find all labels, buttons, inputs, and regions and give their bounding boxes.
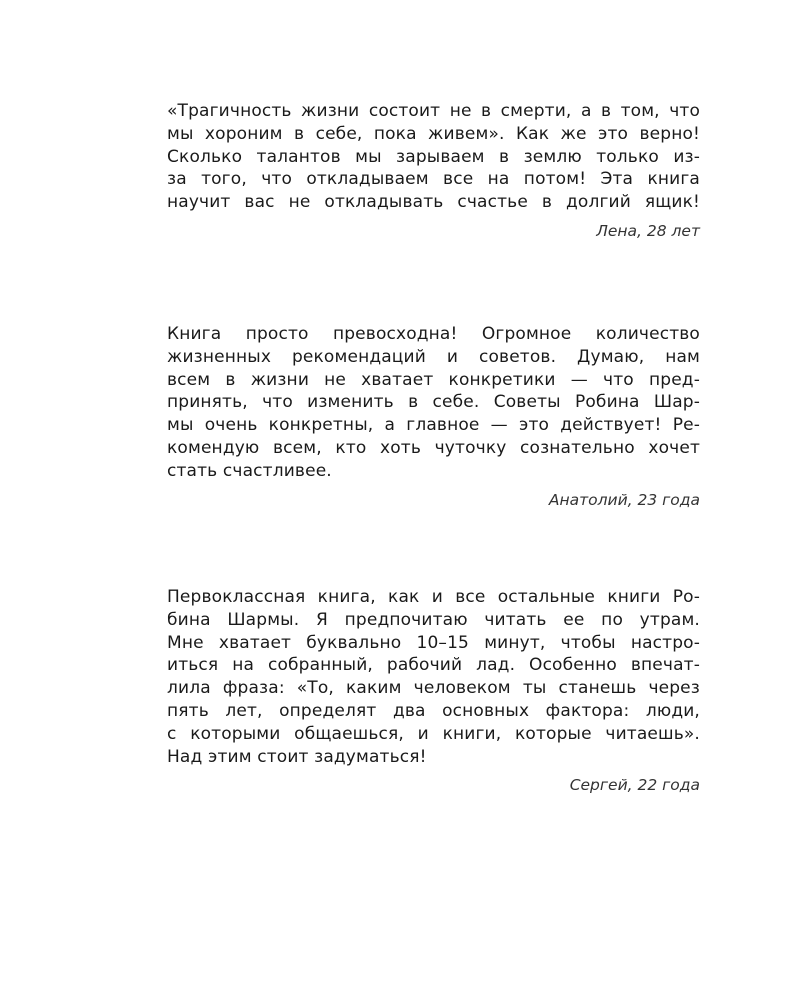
- review-author: Лена, 28 лет: [596, 221, 700, 240]
- review-line: пять лет, определят два основных фактора: люди,: [167, 700, 700, 721]
- review-line: с которыми общаешься, и книги, которые читаешь».: [167, 723, 700, 744]
- review-line: мы хороним в себе, пока живем». Как же это верно!: [167, 123, 700, 144]
- review-line: стать счастливее.: [167, 460, 332, 481]
- review-line: за того, что откладываем все на потом! Эта книга: [167, 169, 700, 190]
- review-line: Мне хватает буквально 10–15 минут, чтобы настро-: [167, 632, 700, 653]
- review-3: [167, 586, 700, 796]
- review-author: Сергей, 22 года: [569, 776, 700, 795]
- review-line: жизненных рекомендаций и советов. Думаю, нам: [167, 346, 700, 367]
- review-line: «Трагичность жизни состоит не в смерти, а в том, что: [167, 101, 700, 121]
- review-line: принять, что изменить в себе. Советы Робина Шар-: [167, 392, 700, 413]
- review-line: иться на собранный, рабочий лад. Особенно впечат-: [167, 655, 700, 676]
- review-line: комендую всем, кто хоть чуточку сознательно хочет: [167, 437, 700, 458]
- review-line: Над этим стоит задуматься!: [167, 746, 427, 767]
- review-1: [167, 100, 700, 242]
- review-line: лила фраза: «То, каким человеком ты станешь через: [167, 678, 700, 699]
- review-2: [167, 323, 700, 511]
- review-line: научит вас не откладывать счастье в долгий ящик!: [167, 192, 700, 213]
- review-line: мы очень конкретны, а главное — это действует! Ре-: [167, 415, 700, 436]
- review-line: всем в жизни не хватает конкретики — что пред-: [167, 369, 700, 390]
- review-line: Книга просто превосходна! Огромное количество: [167, 324, 700, 344]
- review-line: Первоклассная книга, как и все остальные книги Ро-: [167, 587, 700, 607]
- review-author: Анатолий, 23 года: [548, 490, 700, 509]
- review-line: бина Шармы. Я предпочитаю читать ее по утрам.: [167, 609, 700, 630]
- review-line: Сколько талантов мы зарываем в землю только из-: [167, 146, 700, 167]
